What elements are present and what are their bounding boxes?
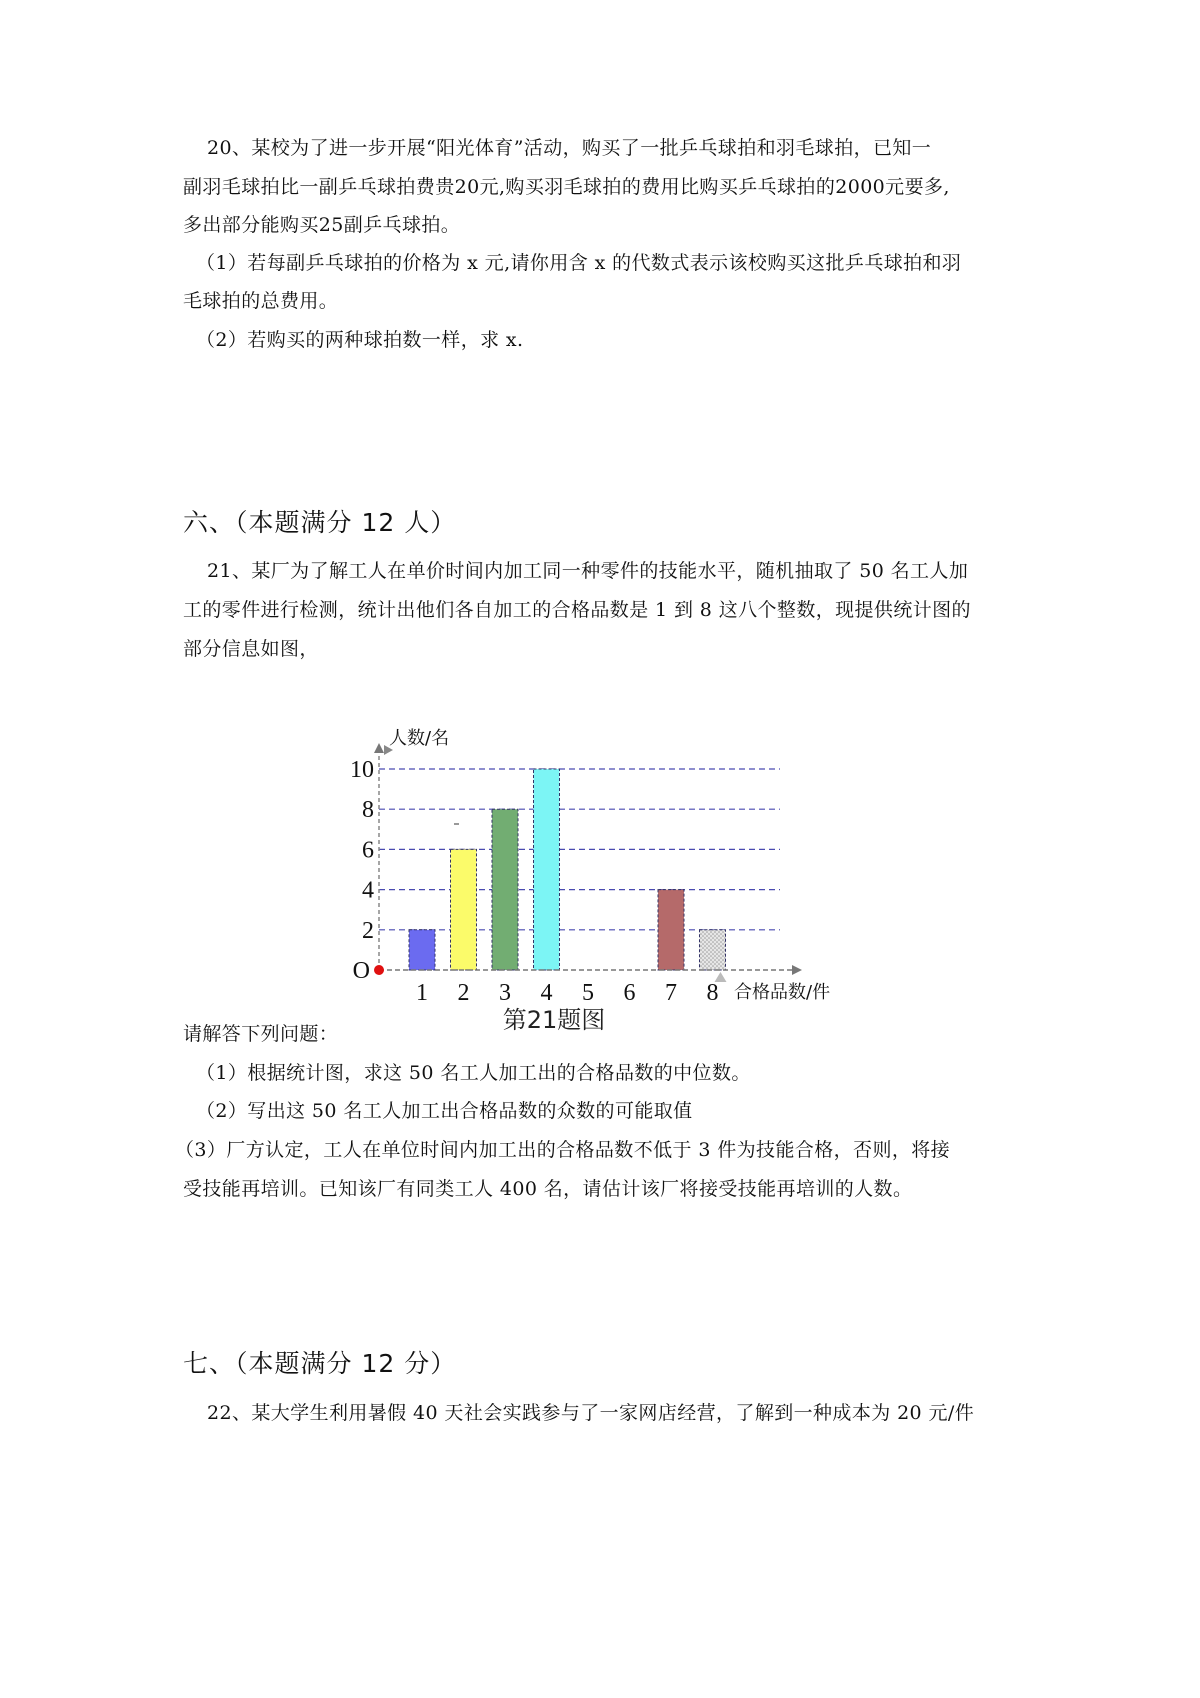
origin-label: O bbox=[352, 958, 370, 984]
problem20-line1: 20、某校为了进一步开展“阳光体育”活动，购买了一批乒乓球拍和羽毛球拍，已知一 bbox=[207, 137, 932, 159]
x-tick-label-1: 1 bbox=[416, 980, 428, 1006]
x-tick-label-8: 8 bbox=[706, 980, 719, 1006]
problem21-q3b: 受技能再培训。已知该厂有同类工人 400 名，请估计该厂将接受技能再培训的人数。 bbox=[183, 1178, 913, 1200]
y-axis-arrow bbox=[374, 743, 384, 753]
bar-7 bbox=[658, 890, 684, 970]
bar-8 bbox=[700, 930, 726, 970]
x-tick-label-3: 3 bbox=[499, 980, 511, 1006]
chart-caption: 第21题图 bbox=[502, 1006, 606, 1034]
x-tick-label-2: 2 bbox=[457, 980, 470, 1006]
problem21-q2: （2）写出这 50 名工人加工出合格品数的众数的可能取值 bbox=[196, 1100, 693, 1122]
section7-heading: 七、（本题满分 12 分） bbox=[183, 1349, 457, 1378]
problem20-line6: （2）若购买的两种球拍数一样，求 x. bbox=[196, 329, 524, 351]
problem21-q1: （1）根据统计图，求这 50 名工人加工出的合格品数的中位数。 bbox=[196, 1062, 751, 1084]
x-tick-label-7: 7 bbox=[665, 980, 677, 1006]
y-tick-label-10: 10 bbox=[350, 757, 374, 783]
x-axis-title: 合格品数/件 bbox=[734, 982, 831, 1003]
problem21-line1: 21、某厂为了解工人在单价时间内加工同一种零件的技能水平，随机抽取了 50 名工人加 bbox=[207, 560, 969, 582]
problem21-q3a: （3）厂方认定，工人在单位时间内加工出的合格品数不低于 3 件为技能合格，否则，将接 bbox=[175, 1139, 951, 1161]
x-axis-arrow bbox=[792, 965, 802, 975]
y-axis-title: 人数/名 bbox=[389, 728, 450, 749]
y-tick-label-4: 4 bbox=[362, 877, 374, 904]
problem21-prompt: 请解答下列问题： bbox=[183, 1023, 339, 1045]
problem22-line1: 22、某大学生利用暑假 40 天社会实践参与了一家网店经营，了解到一种成本为 20 元/件 bbox=[207, 1402, 975, 1424]
x-tick-label-6: 6 bbox=[623, 980, 636, 1006]
problem20-line5: 毛球拍的总费用。 bbox=[183, 290, 339, 312]
problem21-line3: 部分信息如图， bbox=[183, 638, 319, 660]
x-tick-label-5: 5 bbox=[582, 980, 594, 1006]
bar-3 bbox=[492, 809, 518, 970]
x-tick-label-4: 4 bbox=[540, 980, 553, 1006]
problem20-line4: （1）若每副乒乓球拍的价格为 x 元,请你用含 x 的代数式表示该校购买这批乒乓球拍和羽 bbox=[196, 252, 962, 274]
problem20-line2: 副羽毛球拍比一副乒乓球拍费贵20元,购买羽毛球拍的费用比购买乒乓球拍的2000元要多, bbox=[183, 176, 950, 198]
bar-2 bbox=[451, 849, 477, 970]
problem21-line2: 工的零件进行检测，统计出他们各自加工的合格品数是 1 到 8 这八个整数，现提供统计图的 bbox=[183, 599, 971, 621]
bar-1 bbox=[409, 930, 435, 970]
bar-4 bbox=[534, 769, 560, 970]
y-tick-label-2: 2 bbox=[362, 917, 374, 944]
section6-heading: 六、（本题满分 12 人） bbox=[183, 508, 457, 537]
origin-dot bbox=[374, 965, 384, 975]
problem20-line3: 多出部分能购买25副乒乓球拍。 bbox=[183, 214, 461, 236]
y-tick-label-6: 6 bbox=[362, 837, 374, 864]
y-tick-label-8: 8 bbox=[362, 797, 374, 824]
